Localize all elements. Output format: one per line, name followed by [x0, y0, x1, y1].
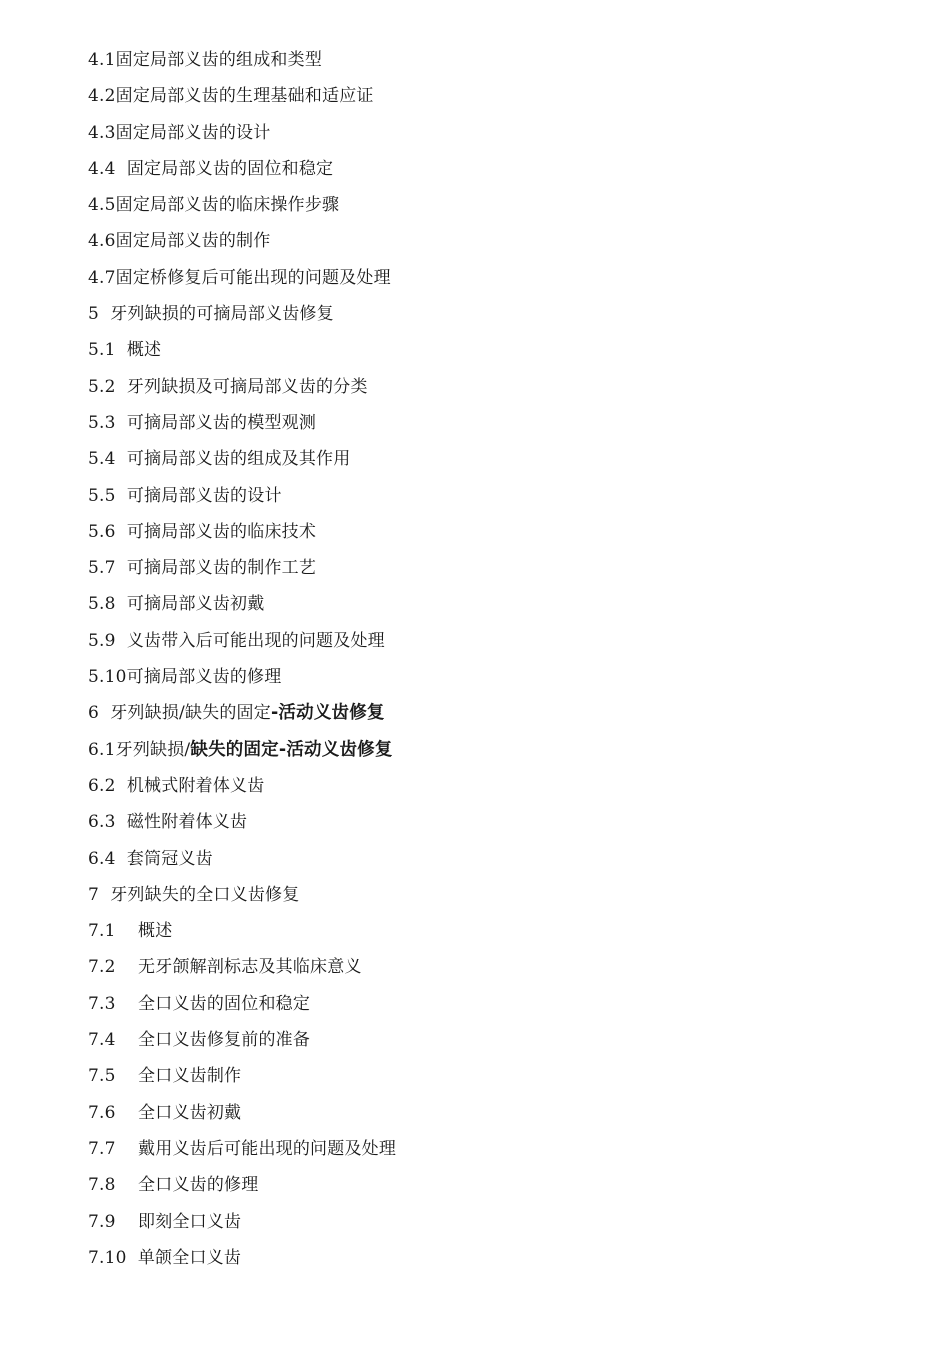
toc-item-text: 7.8 全口义齿的修理 [88, 1175, 259, 1196]
toc-item-text: 6 牙列缺损/缺失的固定 [88, 703, 271, 724]
toc-item-text: 7.1 概述 [88, 921, 173, 942]
toc-item-4-5 [88, 187, 908, 223]
toc-item-5-5 [88, 478, 908, 514]
toc-item-text: 6.2 机械式附着体义齿 [88, 775, 265, 796]
toc-chapter-6 [88, 695, 908, 731]
toc-item-7-1 [88, 913, 908, 949]
toc-item-6-3 [88, 804, 908, 840]
toc-item-5-7 [88, 550, 908, 586]
toc-item-text: 4.7固定桥修复后可能出现的问题及处理 [88, 267, 391, 288]
toc-chapter-5 [88, 296, 908, 332]
toc-item-text: 5.7 可摘局部义齿的制作工艺 [88, 558, 317, 579]
toc-item-7-10 [88, 1240, 908, 1276]
toc-item-text: 7.2 无牙颌解剖标志及其临床意义 [88, 957, 362, 978]
toc-item-5-1 [88, 332, 908, 368]
toc-item-6-2 [88, 768, 908, 804]
toc-item-text: 5.10可摘局部义齿的修理 [88, 667, 282, 688]
toc-item-text: 5.3 可摘局部义齿的模型观测 [88, 412, 317, 433]
toc-item-5-8 [88, 586, 908, 622]
toc-item-text: 4.6固定局部义齿的制作 [88, 231, 271, 252]
toc-item-7-2 [88, 949, 908, 985]
toc-item-text: 7.6 全口义齿初戴 [88, 1102, 242, 1123]
toc-item-5-2 [88, 369, 908, 405]
toc-item-text: 5.9 义齿带入后可能出现的问题及处理 [88, 630, 385, 651]
toc-item-text: 6.4 套筒冠义齿 [88, 848, 213, 869]
toc-item-text: 7 牙列缺失的全口义齿修复 [88, 884, 300, 905]
toc-item-7-5 [88, 1058, 908, 1094]
toc-item-text: 5.6 可摘局部义齿的临床技术 [88, 521, 317, 542]
toc-item-7-8 [88, 1167, 908, 1203]
toc-item-5-6 [88, 514, 908, 550]
toc-item-4-3 [88, 115, 908, 151]
toc-item-5-9 [88, 623, 908, 659]
toc-item-text: 5.1 概述 [88, 340, 162, 361]
toc-item-4-6 [88, 223, 908, 259]
toc-item-text: 7.7 戴用义齿后可能出现的问题及处理 [88, 1138, 397, 1159]
toc-item-7-3 [88, 986, 908, 1022]
toc-item-5-10 [88, 659, 908, 695]
toc-item-5-3 [88, 405, 908, 441]
toc-item-text: 6.1牙列缺损/ [88, 739, 191, 760]
toc-item-text: 4.5固定局部义齿的临床操作步骤 [88, 195, 340, 216]
toc-item-text: 4.3固定局部义齿的设计 [88, 122, 271, 143]
toc-item-7-6 [88, 1095, 908, 1131]
toc-item-4-1 [88, 42, 908, 78]
toc-item-bold-text: 缺失的固定-活动义齿修复 [190, 739, 393, 760]
toc-item-6-1 [88, 732, 908, 768]
toc-item-4-4 [88, 151, 908, 187]
toc-item-text: 5.8 可摘局部义齿初戴 [88, 594, 265, 615]
toc-item-7-4 [88, 1022, 908, 1058]
toc-item-text: 7.5 全口义齿制作 [88, 1066, 242, 1087]
toc-item-bold-text: -活动义齿修复 [270, 703, 385, 724]
toc-item-text: 5.4 可摘局部义齿的组成及其作用 [88, 449, 351, 470]
toc-item-text: 7.4 全口义齿修复前的准备 [88, 1030, 311, 1051]
toc-item-5-4 [88, 441, 908, 477]
toc-item-text: 7.10 单颌全口义齿 [88, 1247, 242, 1268]
toc-item-text: 4.1固定局部义齿的组成和类型 [88, 50, 323, 70]
table-of-contents [88, 42, 908, 1276]
toc-item-text: 5.5 可摘局部义齿的设计 [88, 485, 282, 506]
toc-item-4-2 [88, 78, 908, 114]
toc-item-text: 4.2固定局部义齿的生理基础和适应证 [88, 86, 374, 107]
toc-item-text: 5 牙列缺损的可摘局部义齿修复 [88, 304, 334, 325]
toc-item-text: 4.4 固定局部义齿的固位和稳定 [88, 158, 334, 179]
toc-item-text: 7.9 即刻全口义齿 [88, 1211, 242, 1232]
toc-item-4-7 [88, 260, 908, 296]
toc-item-7-9 [88, 1204, 908, 1240]
toc-item-7-7 [88, 1131, 908, 1167]
toc-item-6-4 [88, 841, 908, 877]
toc-item-text: 7.3 全口义齿的固位和稳定 [88, 993, 311, 1014]
toc-item-text: 5.2 牙列缺损及可摘局部义齿的分类 [88, 376, 368, 397]
toc-item-text: 6.3 磁性附着体义齿 [88, 812, 248, 833]
toc-chapter-7 [88, 877, 908, 913]
